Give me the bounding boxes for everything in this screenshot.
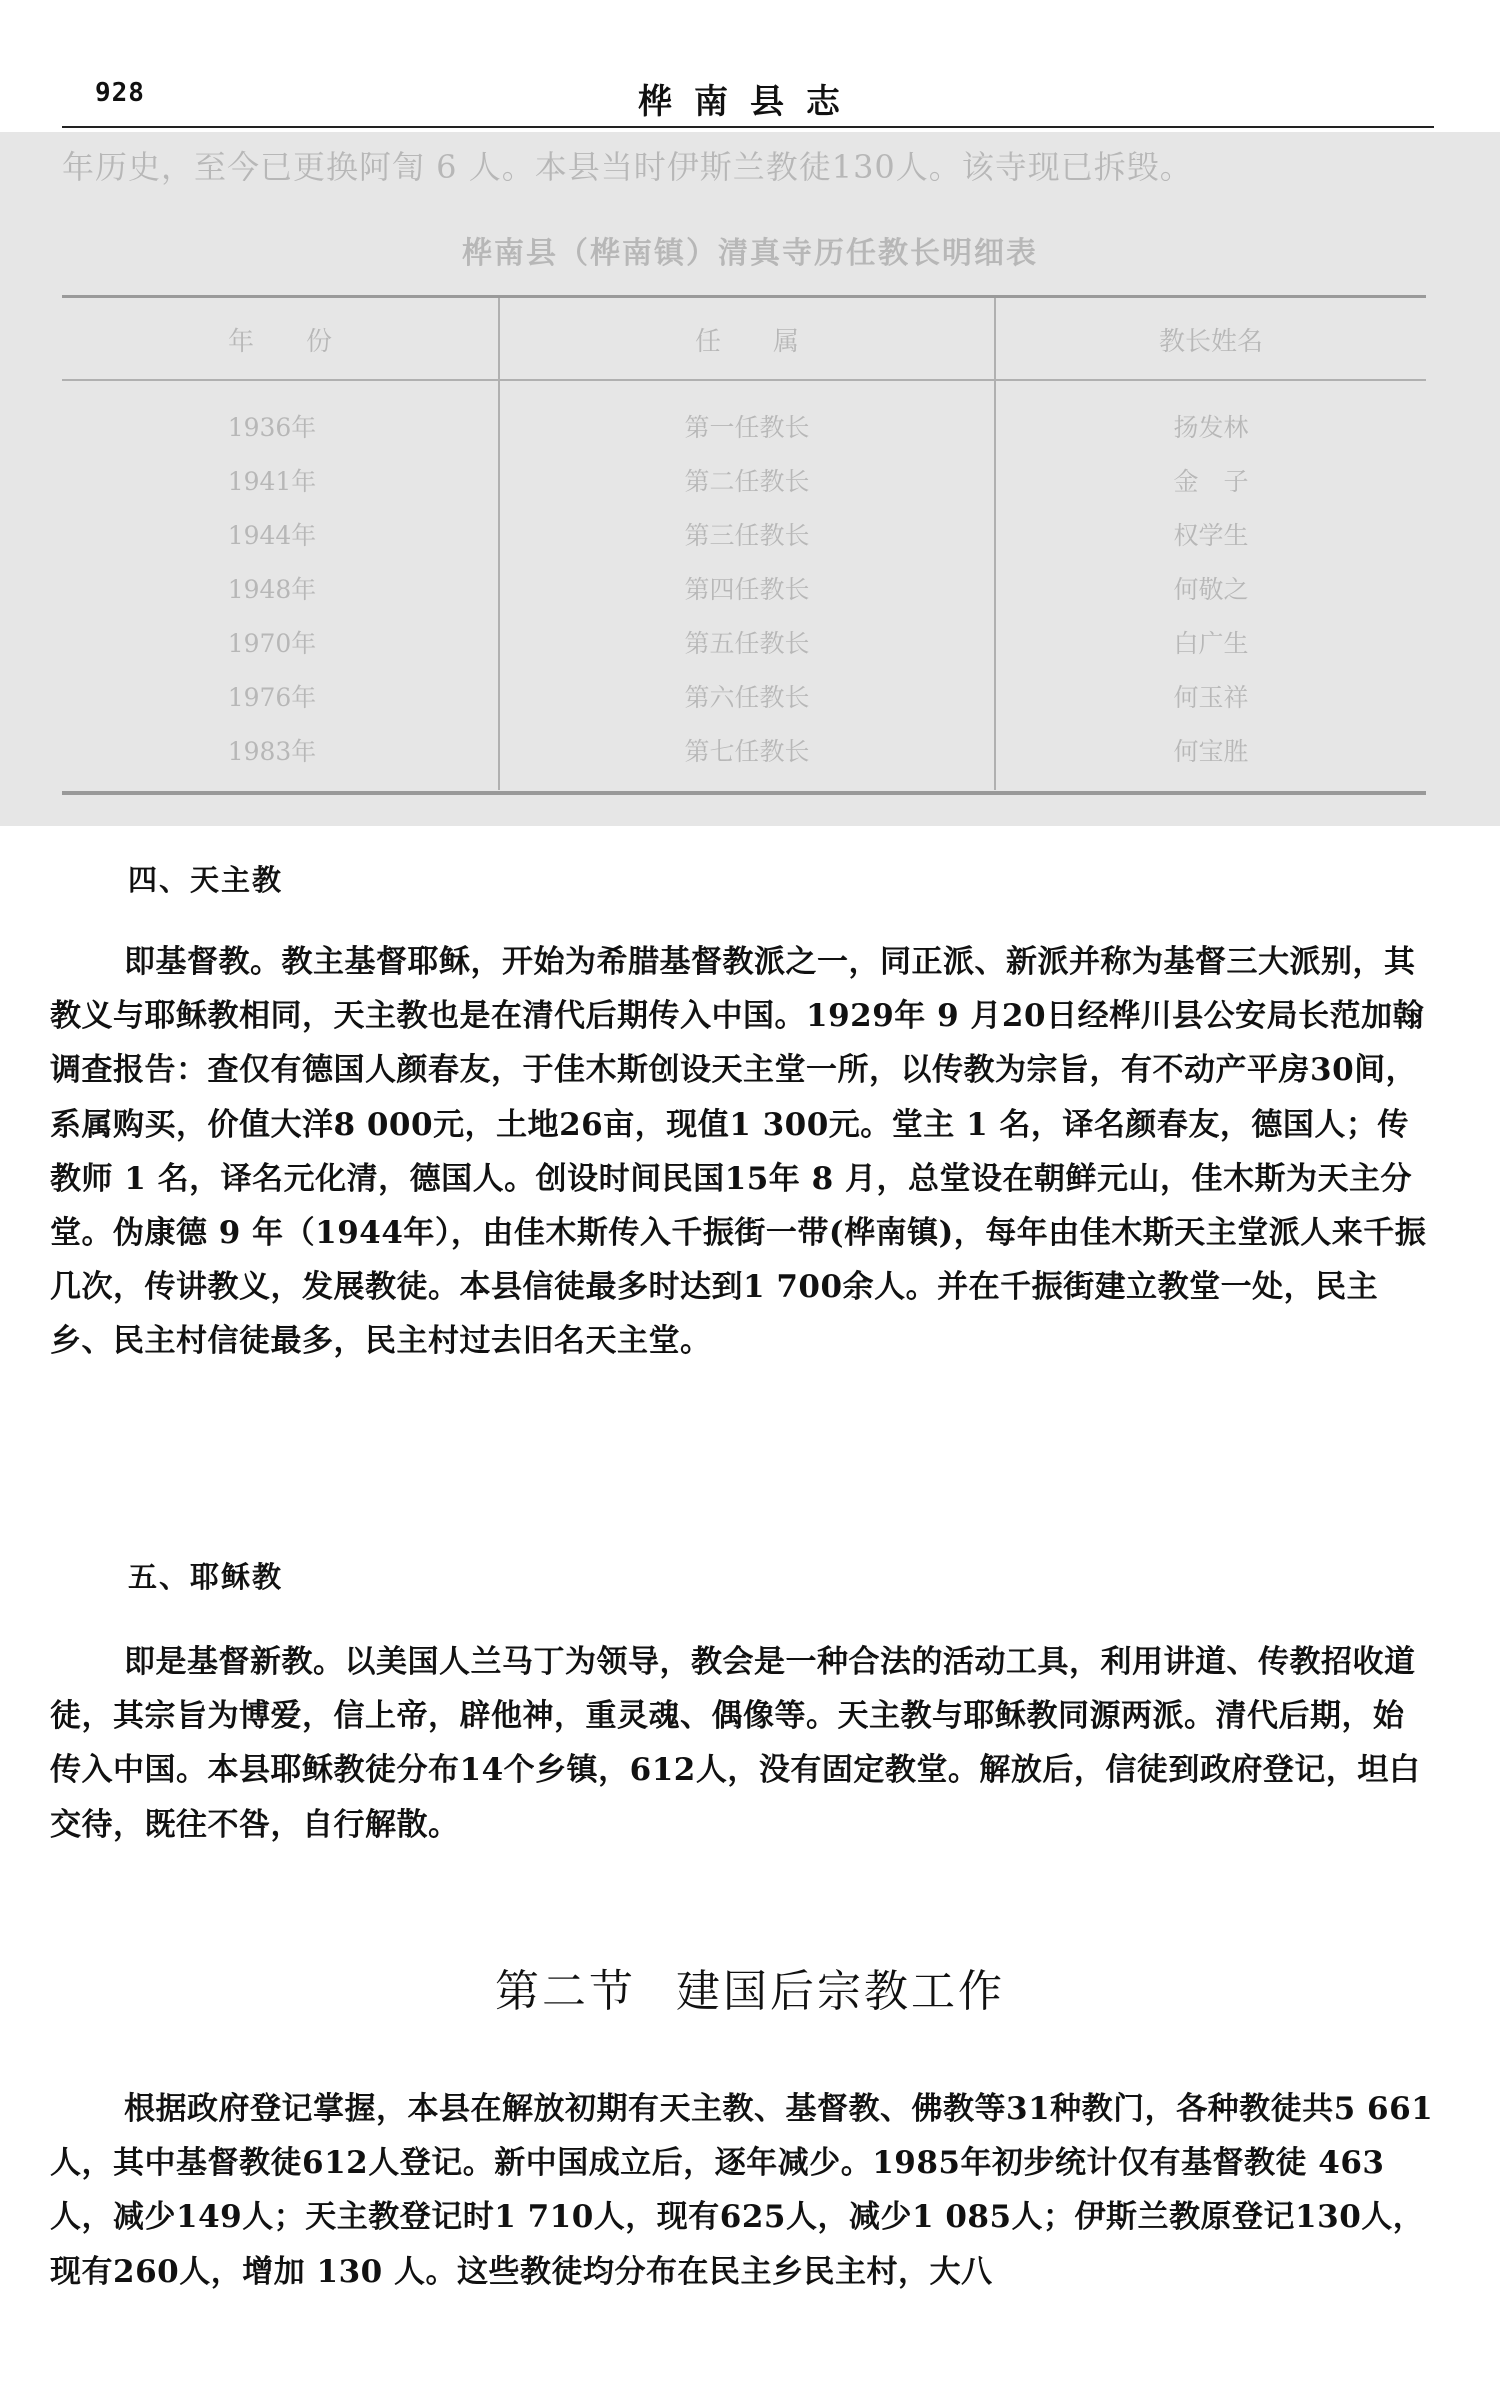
paragraph-protestantism-text: 即是基督新教。以美国人兰马丁为领导，教会是一种合法的活动工具，利用讲道、传教招收道徒，其宗旨为博爱，信上帝，辟他神，重灵魂、偶像等。天主教与耶稣教同源两派。清代后期，始传入中国。本县耶稣教徒分布14个乡镇，612人，没有固定教堂。解放后，信徒到政府登记，坦白交待，既往不咎，自行解散。 <box>50 1644 1421 1843</box>
table-cell-year: 1944年 <box>227 521 317 550</box>
table-header-rule <box>62 379 1426 381</box>
table-top-rule <box>62 295 1426 298</box>
table-cell-rank: 第六任教长 <box>684 683 810 712</box>
table-title: 桦南县（桦南镇）清真寺历任教长明细表 <box>462 236 1038 271</box>
paragraph-catholicism <box>50 935 1435 1369</box>
table-cell-name: 扬发林 <box>1173 413 1249 442</box>
table-cell-rank: 第七任教长 <box>684 737 810 766</box>
page-header <box>0 0 1500 125</box>
chapter-heading <box>0 1955 1500 2019</box>
imam-table <box>62 295 1426 798</box>
table-cell-year: 1948年 <box>227 575 317 604</box>
book-title: 桦南县志 <box>638 82 862 122</box>
chapter-title: 建国后宗教工作 <box>676 1966 1005 2017</box>
table-cell-rank: 第四任教长 <box>684 575 810 604</box>
table-cell-rank: 第一任教长 <box>684 413 810 442</box>
paragraph-protestantism <box>50 1635 1435 1852</box>
header-rule <box>62 126 1434 128</box>
paragraph-chapter <box>50 2082 1435 2299</box>
table-cell-name: 何玉祥 <box>1173 683 1249 712</box>
table-cell-rank: 第五任教长 <box>684 629 810 658</box>
table-cell-name: 权学生 <box>1173 521 1249 550</box>
chapter-number: 第二节 <box>495 1966 636 2017</box>
table-header-name: 教长姓名 <box>1158 327 1263 357</box>
section-heading-protestantism: 五、耶稣教 <box>128 1560 284 1594</box>
table-cell-year: 1976年 <box>227 683 317 712</box>
carry-over-line: 年历史，至今已更换阿訇 6 人。本县当时伊斯兰教徒130人。该寺现已拆毁。 <box>62 148 1193 186</box>
table-header-year: 年 份 <box>227 327 332 357</box>
table-cell-name: 何敬之 <box>1173 575 1249 604</box>
paragraph-catholicism-text: 即基督教。教主基督耶稣，开始为希腊基督教派之一，同正派、新派并称为基督三大派别，其教义与耶稣教相同，天主教也是在清代后期传入中国。1929年 9 月20日经桦川县公安局长范加翰调查报告：查仅有德国人颜春友，于佳木斯创设天主堂一所，以传教为宗旨，有不动产平房30间，系属购买，价值大洋8 000元，土地26亩，现值1 300元。堂主 1 名，译名颜春友，德国人；传教师 1 名，译名元化清，德国人。创设时间民国15年 8 月，总堂设在朝鲜元山，佳木斯为天主分堂。伪康德 9 年（1944年），由佳木斯传入千振街一带(桦南镇)，每年由佳木斯天主堂派人来千振几次，传讲教义，发展教徒。本县信徒最多时达到1 700余人。并在千振街建立教堂一处，民主乡、民主村信徒最多，民主村过去旧名天主堂。 <box>50 944 1427 1360</box>
table-cell-year: 1941年 <box>227 467 317 496</box>
page-number: 928 <box>95 78 145 108</box>
table-cell-year: 1936年 <box>227 413 317 442</box>
table-cell-rank: 第二任教长 <box>684 467 810 496</box>
table-cell-name: 白广生 <box>1173 629 1249 658</box>
table-cell-name: 金 子 <box>1173 467 1249 496</box>
table-bottom-rule <box>62 791 1426 795</box>
section-heading-catholicism: 四、天主教 <box>128 863 284 897</box>
table-cell-year: 1970年 <box>227 629 317 658</box>
paragraph-chapter-text: 根据政府登记掌握，本县在解放初期有天主教、基督教、佛教等31种教门，各种教徒共5 661人，其中基督教徒612人登记。新中国成立后，逐年减少。1985年初步统计仅有基督教徒 463 人，减少149人；天主教登记时1 710人，现有625人，减少1 085人；伊斯兰教原登记130人，现有260人，增加 130 人。这些教徒均分布在民主乡民主村，大八 <box>50 2091 1434 2290</box>
table-cell-year: 1983年 <box>227 737 317 766</box>
table-cell-rank: 第三任教长 <box>684 521 810 550</box>
table-header-rank: 任 属 <box>694 327 799 357</box>
table-cell-name: 何宝胜 <box>1173 737 1249 766</box>
